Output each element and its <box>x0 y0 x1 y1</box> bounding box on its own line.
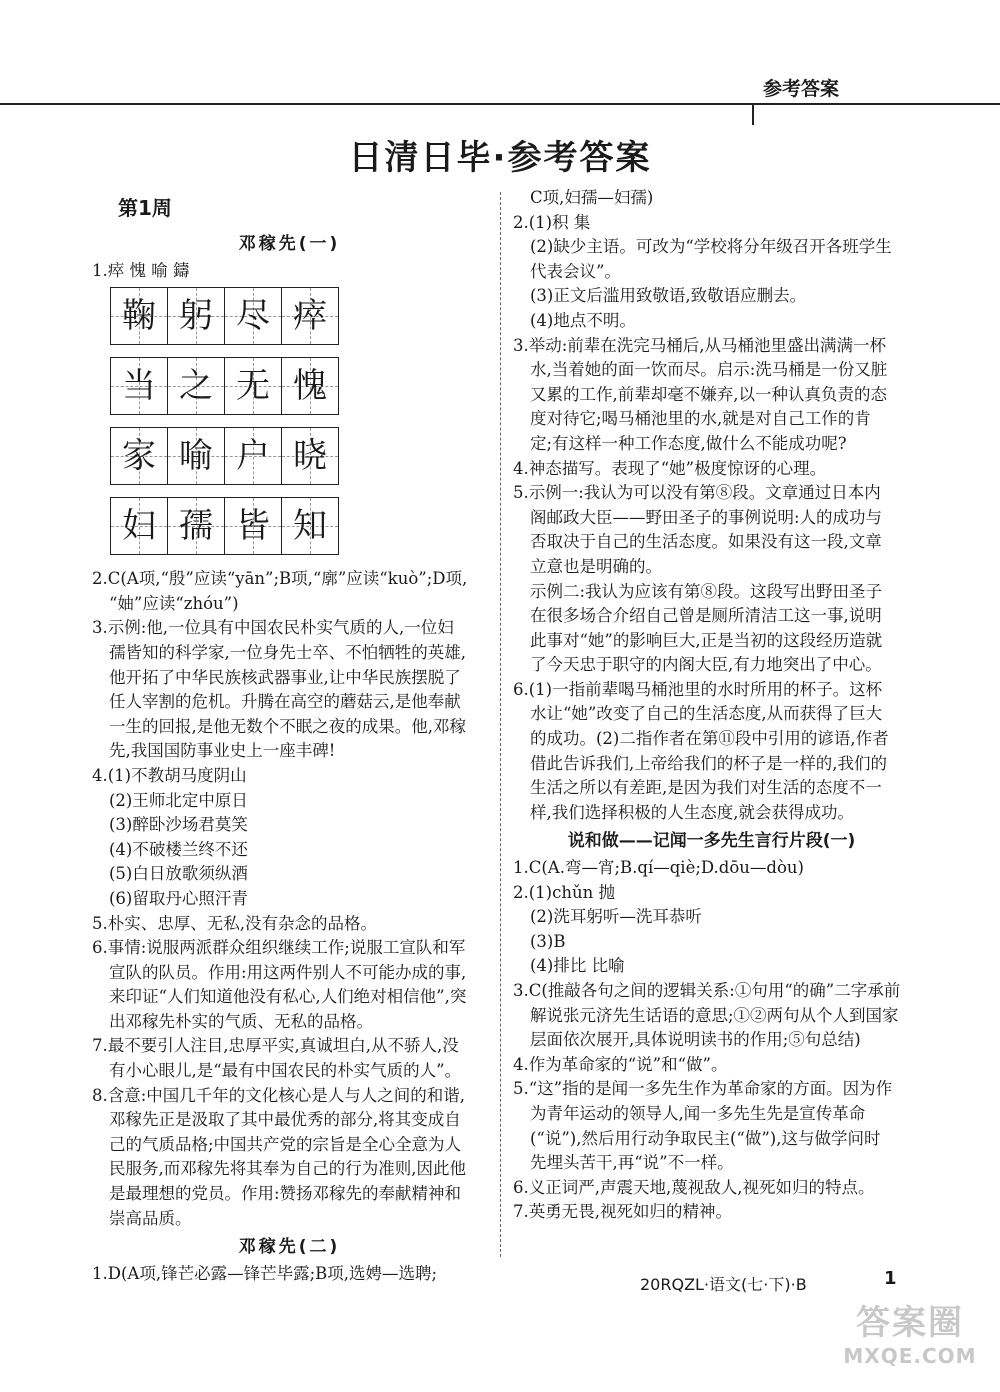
answer-line: 5.朴实、忠厚、无私,没有杂念的品格。 <box>92 913 377 933</box>
answer-line: 宣队的队员。作用:用这两件别人不可能办成的事, <box>109 962 467 982</box>
grid-cell <box>167 497 224 555</box>
answer-line: 出邓稼先朴实的气质、无私的品格。 <box>109 1011 373 1031</box>
grid-character: 孺 <box>179 505 213 546</box>
grid-cell <box>281 497 339 555</box>
grid-cell <box>281 357 339 415</box>
answer-line: 6.义正词严,声震天地,蔑视敌人,视死如归的特点。 <box>513 1177 875 1197</box>
answer-line: 2.C(A项,“殷”应读“yān”;B项,“廓”应读“kuò”;D项, <box>92 569 468 589</box>
answer-line: 为青年运动的领导人,闻一多先生先是宣传革命 <box>530 1103 866 1123</box>
answer-line: (4)不破楼兰终不还 <box>109 839 248 859</box>
header-rule-stub <box>752 103 754 125</box>
answer-line: (6)留取丹心照汗青 <box>109 888 248 908</box>
answer-line: 此事对“她”的影响巨大,正是当初的这段经历造就 <box>530 630 883 650</box>
answer-line: 5.“这”指的是闻一多先生作为革命家的方面。因为作 <box>513 1079 893 1099</box>
grid-row <box>110 427 487 485</box>
grid-character: 当 <box>122 365 156 406</box>
section-heading-shuo-he-zuo: 说和做——记闻一多先生言行片段(一) <box>567 831 856 852</box>
grid-cell <box>167 357 224 415</box>
answer-line: (“说”),然后用行动争取民主(“做”),这与做学问时 <box>530 1128 881 1148</box>
answer-line: 示例二:我认为应该有第⑧段。这段写出野田圣子 <box>530 581 883 601</box>
answer-line: (3)醉卧沙场君莫笑 <box>109 815 248 835</box>
answer-line: 又累的工作,前辈却毫不嫌弃,以一种认真负责的态 <box>530 384 887 404</box>
answer-line: 3.示例:他,一位具有中国农民朴实气质的人,一位妇 <box>92 618 454 638</box>
column-divider <box>500 192 501 1257</box>
watermark-text: 答案圈 <box>856 1303 964 1343</box>
right-column <box>513 186 910 1225</box>
grid-character: 之 <box>179 365 213 406</box>
grid-row <box>110 287 487 345</box>
grid-character: 无 <box>236 365 270 406</box>
answer-line: 了今天忠于职守的内阁大臣,有力地突出了中心。 <box>530 655 882 675</box>
grid-character: 晓 <box>293 435 327 476</box>
answer-line: 1.C(A.弯—宵;B.qí—qiè;D.dōu—dòu) <box>513 858 804 878</box>
answer-line: 定;有这样一种工作态度,做什么不能成功呢? <box>530 433 847 453</box>
answer-line: 立意也是明确的。 <box>530 556 662 576</box>
answer-line: 民服务,而邓稼先将其奉为自己的行为准则,因此他 <box>109 1159 466 1179</box>
answer-line: 解说张元济先生话语的意思;①②两句从个人到国家 <box>530 1005 899 1025</box>
answer-line: 任人宰割的危机。升腾在高空的蘑菇云,是他奉献 <box>109 692 461 712</box>
answer-line: 他开拓了中华民族核武器事业,让中华民族摆脱了 <box>109 667 461 687</box>
answer-line: 5.示例一:我认为可以没有第⑧段。文章通过日本内 <box>513 483 881 503</box>
grid-row <box>110 497 487 555</box>
answer-line: 4.作为革命家的“说”和“做”。 <box>513 1054 728 1074</box>
grid-row <box>110 357 487 415</box>
grid-character: 鞠 <box>122 295 156 336</box>
answer-line: 有小心眼儿,是“最有中国农民的朴实气质的人”。 <box>109 1061 462 1081</box>
answer-line: 否取决于自己的生活态度。如果没有这一段,文章 <box>530 532 882 552</box>
answer-line: 6.(1)一指前辈喝马桶池里的水时所用的杯子。这杯 <box>513 679 883 699</box>
answer-line: 孺皆知的科学家,一位身先士卒、不怕牺牲的英雄, <box>109 642 466 662</box>
answer-line: 8.含意:中国几千年的文化核心是人与人之间的和谐, <box>92 1085 466 1105</box>
grid-cell <box>224 357 281 415</box>
grid-character: 尽 <box>236 295 270 336</box>
answer-line: (4)排比 比喻 <box>530 956 625 976</box>
answer-line: 先,我国国防事业史上一座丰碑! <box>109 741 336 761</box>
header-label: 参考答案 <box>763 78 840 100</box>
answer-line: 3.举动:前辈在洗完马桶后,从马桶池里盛出满满一杯 <box>513 335 887 355</box>
answer-line: “妯”应读“zhóu”) <box>109 593 239 613</box>
left-answers <box>92 567 487 1231</box>
grid-cell <box>167 287 224 345</box>
character-grid <box>110 287 487 555</box>
answer-line: 水让“她”改变了自己的生活态度,从而获得了巨大 <box>530 704 883 724</box>
answer-line: 7.英勇无畏,视死如归的精神。 <box>513 1202 732 1222</box>
grid-character: 喻 <box>179 435 213 476</box>
answer-line: (2)王师北定中原日 <box>109 790 248 810</box>
footer-code: 20RQZL·语文(七·下)·B <box>640 1275 807 1294</box>
grid-cell <box>110 497 167 555</box>
answer-line: 借此告诉我们,上帝给我们的杯子是一样的,我们的 <box>530 753 887 773</box>
grid-cell <box>224 427 281 485</box>
answer-line: 样,我们选择积极的人生态度,就会获得成功。 <box>530 802 854 822</box>
grid-cell <box>110 287 167 345</box>
grid-character: 愧 <box>293 365 327 406</box>
grid-character: 知 <box>293 505 327 546</box>
grid-cell <box>167 427 224 485</box>
grid-cell <box>110 357 167 415</box>
answer-line: C项,妇孺—妇孺) <box>530 188 654 207</box>
answer-line: 是最理想的党员。作用:赞扬邓稼先的奉献精神和 <box>109 1184 462 1204</box>
answer-line: 度对待它;喝马桶池里的水,就是对自己工作的肯 <box>530 409 871 429</box>
answer-line: 己的气质品格;中国共产党的宗旨是全心全意为人 <box>109 1134 462 1154</box>
grid-character: 躬 <box>179 295 213 336</box>
section-heading-dengjiaxian-1: 邓稼先(一) <box>238 234 341 254</box>
answer-line: 的成功。(2)二指作者在第⑪段中引用的谚语,作者 <box>530 729 889 749</box>
answer-line: (5)白日放歌须纵酒 <box>109 864 248 884</box>
page-title: 日清日毕·参考答案 <box>348 138 652 178</box>
page-number: 1 <box>884 1268 897 1289</box>
answer-line: (3)正文后滥用致敬语,致敬语应删去。 <box>530 286 807 306</box>
grid-character: 瘁 <box>293 295 327 336</box>
answer-line: 层面依次展开,具体说明读书的作用;⑤句总结) <box>530 1030 861 1050</box>
grid-cell <box>281 287 339 345</box>
answer-line: 代表会议”。 <box>530 261 621 281</box>
grid-cell <box>281 427 339 485</box>
answer-line: 2.(1)chǔn 抛 <box>513 882 615 902</box>
answer-line: (4)地点不明。 <box>530 310 636 330</box>
answer-line: 4.神态描写。表现了“她”极度惊讶的心理。 <box>513 458 827 478</box>
answer-line: 水,当着她的面一饮而尽。启示:洗马桶是一份又脏 <box>530 360 888 380</box>
watermark-url: MXQE.COM <box>843 1344 977 1368</box>
grid-cell <box>224 497 281 555</box>
header-rule <box>0 103 1000 105</box>
answer-line: 崇高品质。 <box>109 1208 192 1228</box>
answer-line: (2)缺少主语。可改为“学校将分年级召开各班学生 <box>530 237 892 257</box>
answer-line: 3.C(推敲各句之间的逻辑关系:①句用“的确”二字承前 <box>513 981 901 1000</box>
answer-line: 来印证“人们知道他没有私心,人们绝对相信他”,突 <box>109 987 467 1007</box>
right-answers-1 <box>513 186 910 825</box>
answer-line: 一生的回报,是他无数个不眠之夜的成果。他,邓稼 <box>109 716 466 736</box>
grid-cell <box>110 427 167 485</box>
watermark-logo <box>830 1302 990 1380</box>
answer-line: 1.瘁 愧 喻 鑄 <box>92 260 190 280</box>
left-column <box>92 186 487 1286</box>
answer-line: 7.最不要引人注目,忠厚平实,真诚坦白,从不骄人,没 <box>92 1036 459 1056</box>
section-heading-dengjiaxian-2: 邓稼先(二) <box>238 1237 341 1258</box>
answer-line: 4.(1)不教胡马度阴山 <box>92 765 247 785</box>
answer-line: (3)B <box>530 931 566 951</box>
answer-line: 6.事情:说服两派群众组织继续工作;说服工宣队和军 <box>92 938 466 958</box>
grid-cell <box>224 287 281 345</box>
grid-character: 户 <box>236 435 270 476</box>
answer-line: 生活之所以有差距,是因为我们对生活的态度不一 <box>530 778 882 798</box>
grid-character: 妇 <box>122 505 156 546</box>
right-answers-2 <box>513 856 910 1225</box>
answer-line: (2)洗耳躬听—洗耳恭听 <box>530 907 702 927</box>
answer-line: 阁邮政大臣——野田圣子的事例说明:人的成功与 <box>530 507 883 527</box>
answer-line: 先埋头苦干,再“说”不一样。 <box>530 1153 734 1173</box>
answer-line: 在很多场合介绍自己曾是厕所清洁工这一事,说明 <box>530 606 882 626</box>
grid-character: 皆 <box>236 505 270 546</box>
answer-line: 邓稼先正是汲取了其中最优秀的部分,将其变成自 <box>109 1110 461 1130</box>
grid-character: 家 <box>122 435 156 476</box>
answer-line: 2.(1)积 集 <box>513 212 591 232</box>
week-heading: 第1周 <box>118 196 172 220</box>
answer-line: 1.D(A项,锋芒必露—锋芒毕露;B项,选娉—选聘; <box>92 1263 438 1283</box>
